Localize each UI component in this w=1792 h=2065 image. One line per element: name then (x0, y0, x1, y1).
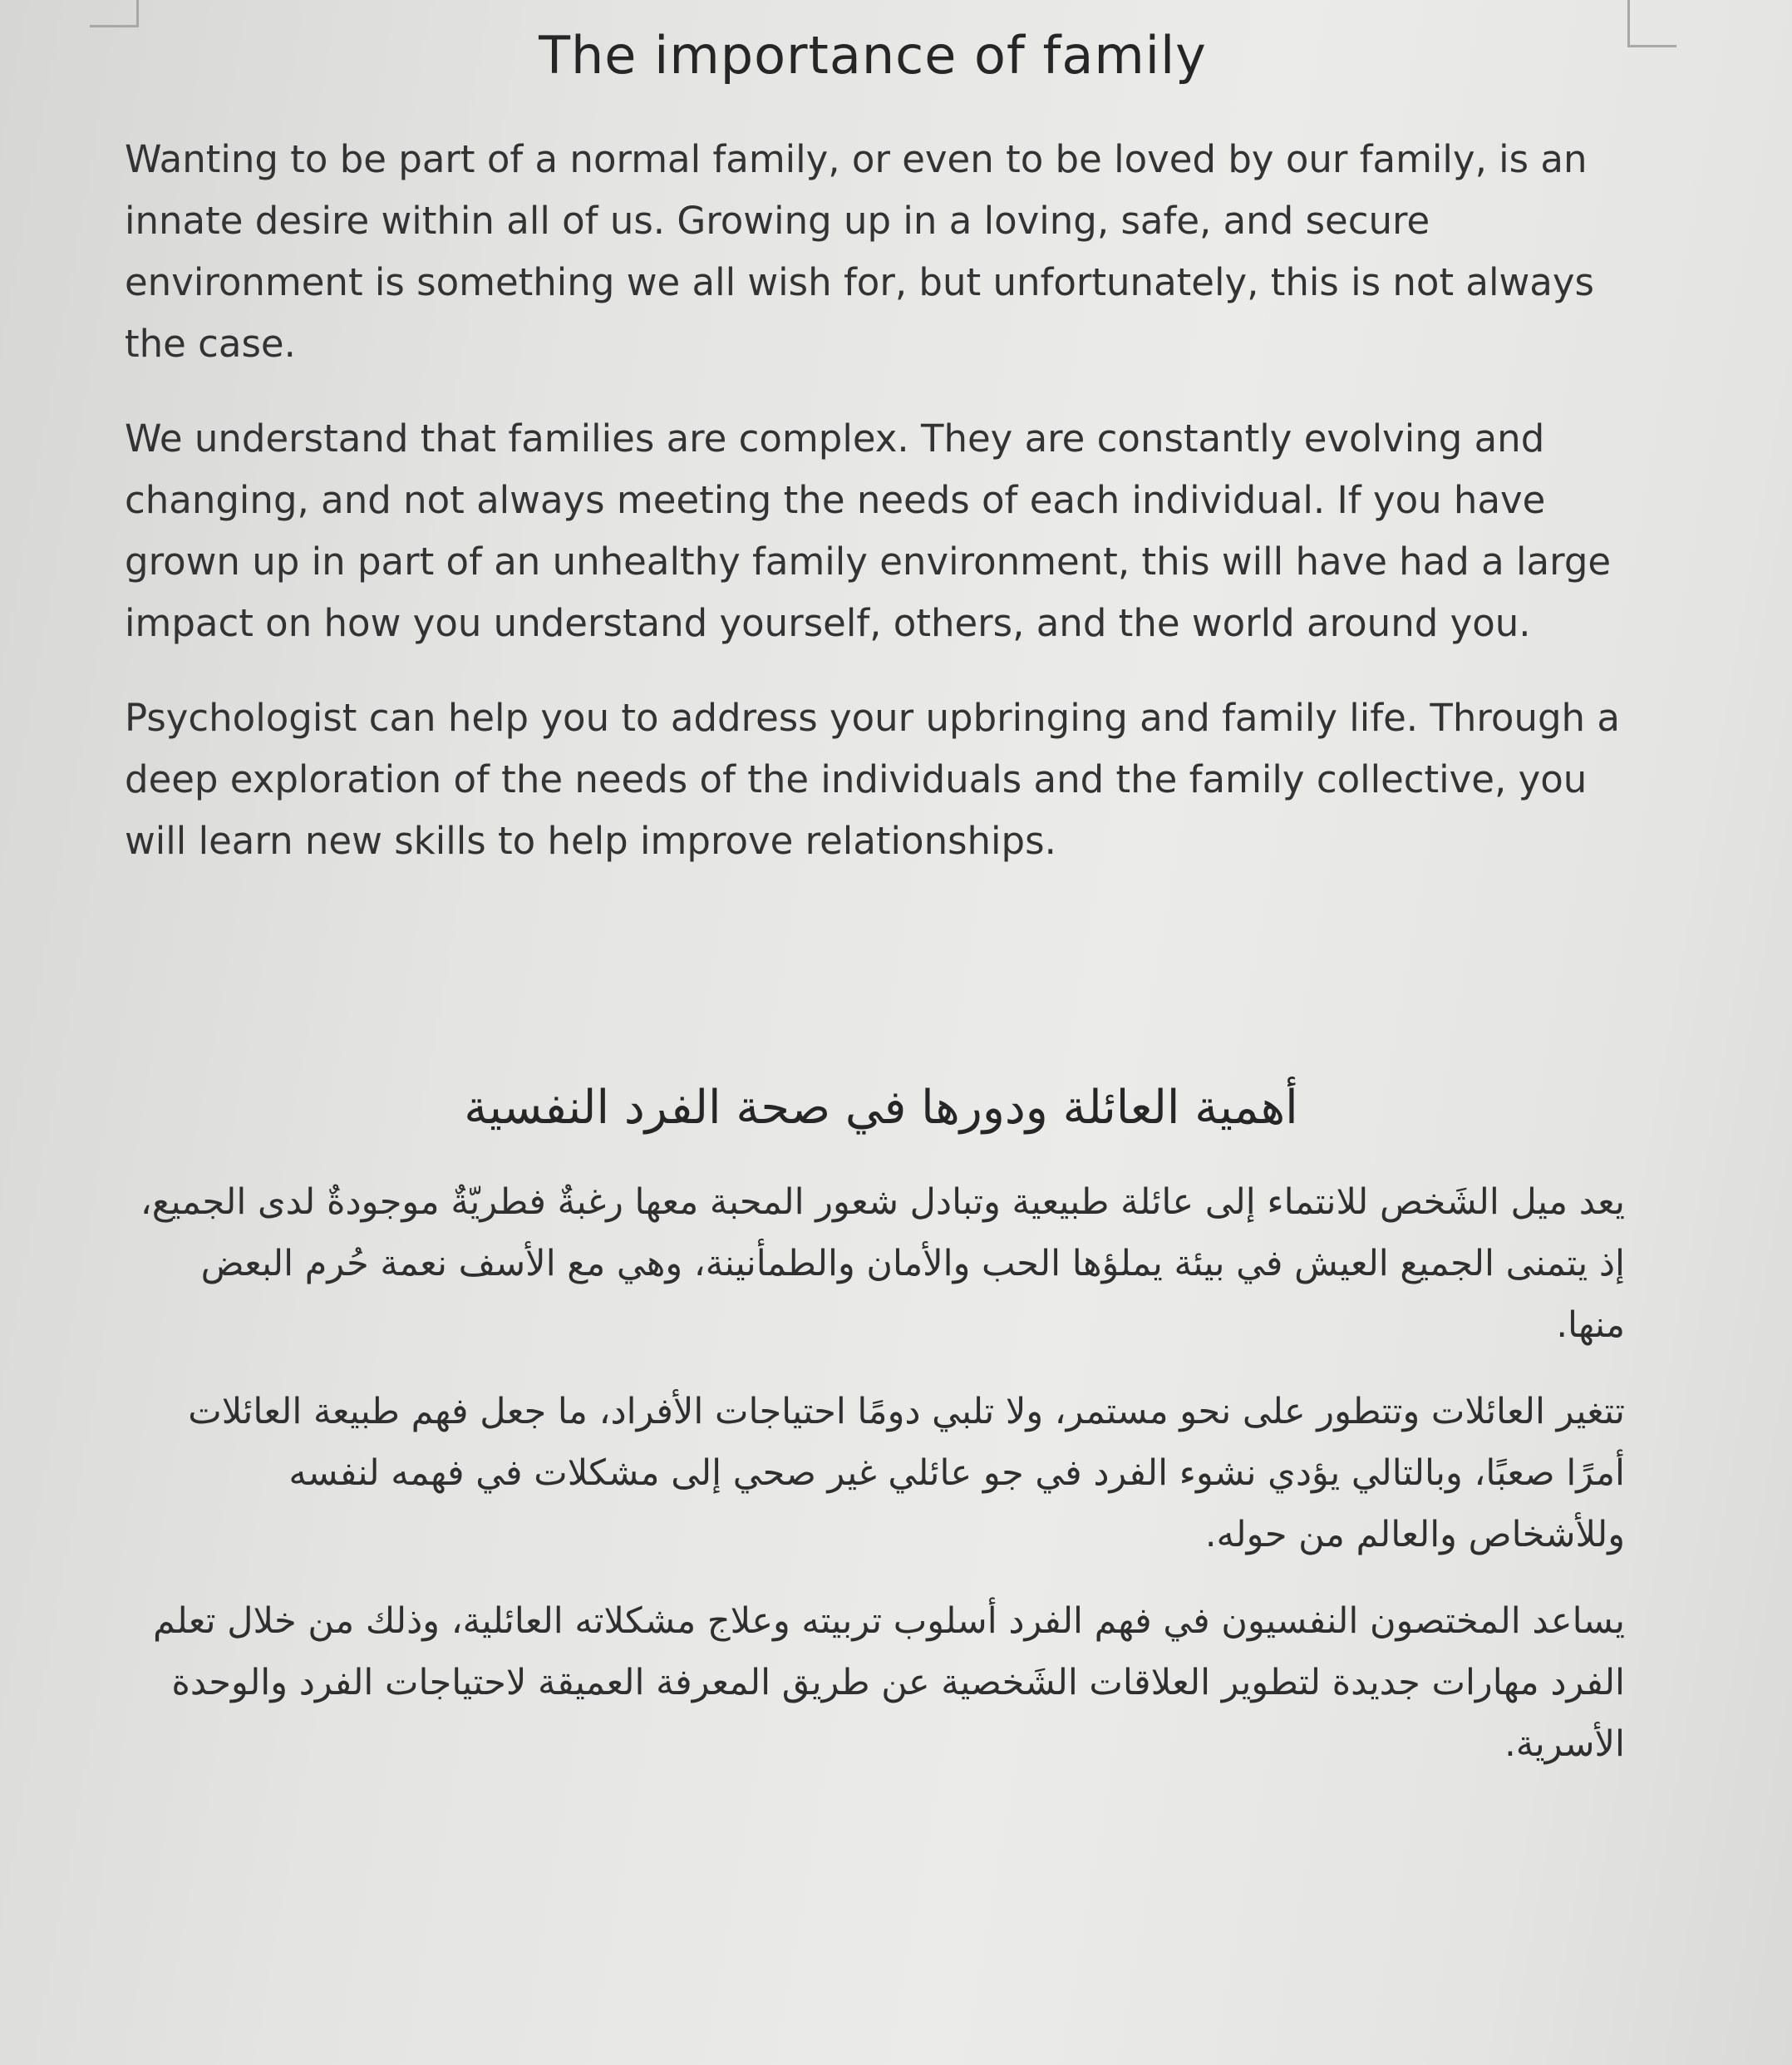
english-paragraph-1: Wanting to be part of a normal family, or even to be loved by our family, is an innate desire within all of us. Growing up in a loving, safe, and secure environment is something we all wish for, but unfortunately, this is not always the case. (125, 137, 1594, 366)
english-title: The importance of family (539, 25, 1207, 86)
arabic-paragraph-1: يعد ميل الشَخص للانتماء إلى عائلة طبيعية وتبادل شعور المحبة معها رغبةٌ فطريّةٌ موجودةٌ لدى الجميع، إذ يتمنى الجميع العيش في بيئة يملؤها الحب والأمان والطمأنينة، وهي مع الأسف نعمة حُرم البعض منها. (140, 1181, 1625, 1346)
crop-mark-top-right (1627, 0, 1676, 47)
arabic-paragraph-3: يساعد المختصون النفسيون في فهم الفرد أسلوب تربيته وعلاج مشكلاته العائلية، وذلك من خلال تعلم الفرد مهارات جديدة لتطوير العلاقات الشَخصية عن طريق المعرفة العميقة لاحتياجات الفرد والوحدة الأسرية. (153, 1600, 1625, 1765)
crop-mark-top-left (90, 0, 139, 27)
arabic-section (137, 1081, 1625, 1800)
english-paragraph-2: We understand that families are complex. They are constantly evolving and changing, and not always meeting the needs of each individual. If you have grown up in part of an unhealthy family environment, this will have had a large impact on how you understand yourself, others, and the world around you. (125, 416, 1612, 645)
arabic-paragraph-2: تتغير العائلات وتتطور على نحو مستمر، ولا تلبي دومًا احتياجات الأفراد، ما جعل فهم طبيعة العائلات أمرًا صعبًا، وبالتالي يؤدي نشوء الفرد في جو عائلي غير صحي إلى مشكلات في فهمه لنفسه وللأشخاص والعالم من حوله. (188, 1391, 1625, 1555)
arabic-title: أهمية العائلة ودورها في صحة الفرد النفسية (464, 1081, 1298, 1135)
english-section (125, 25, 1621, 905)
english-paragraph-3: Psychologist can help you to address your upbringing and family life. Through a deep exploration of the needs of the individuals and the family collective, you will learn new skills to help improve relationships. (125, 696, 1620, 863)
